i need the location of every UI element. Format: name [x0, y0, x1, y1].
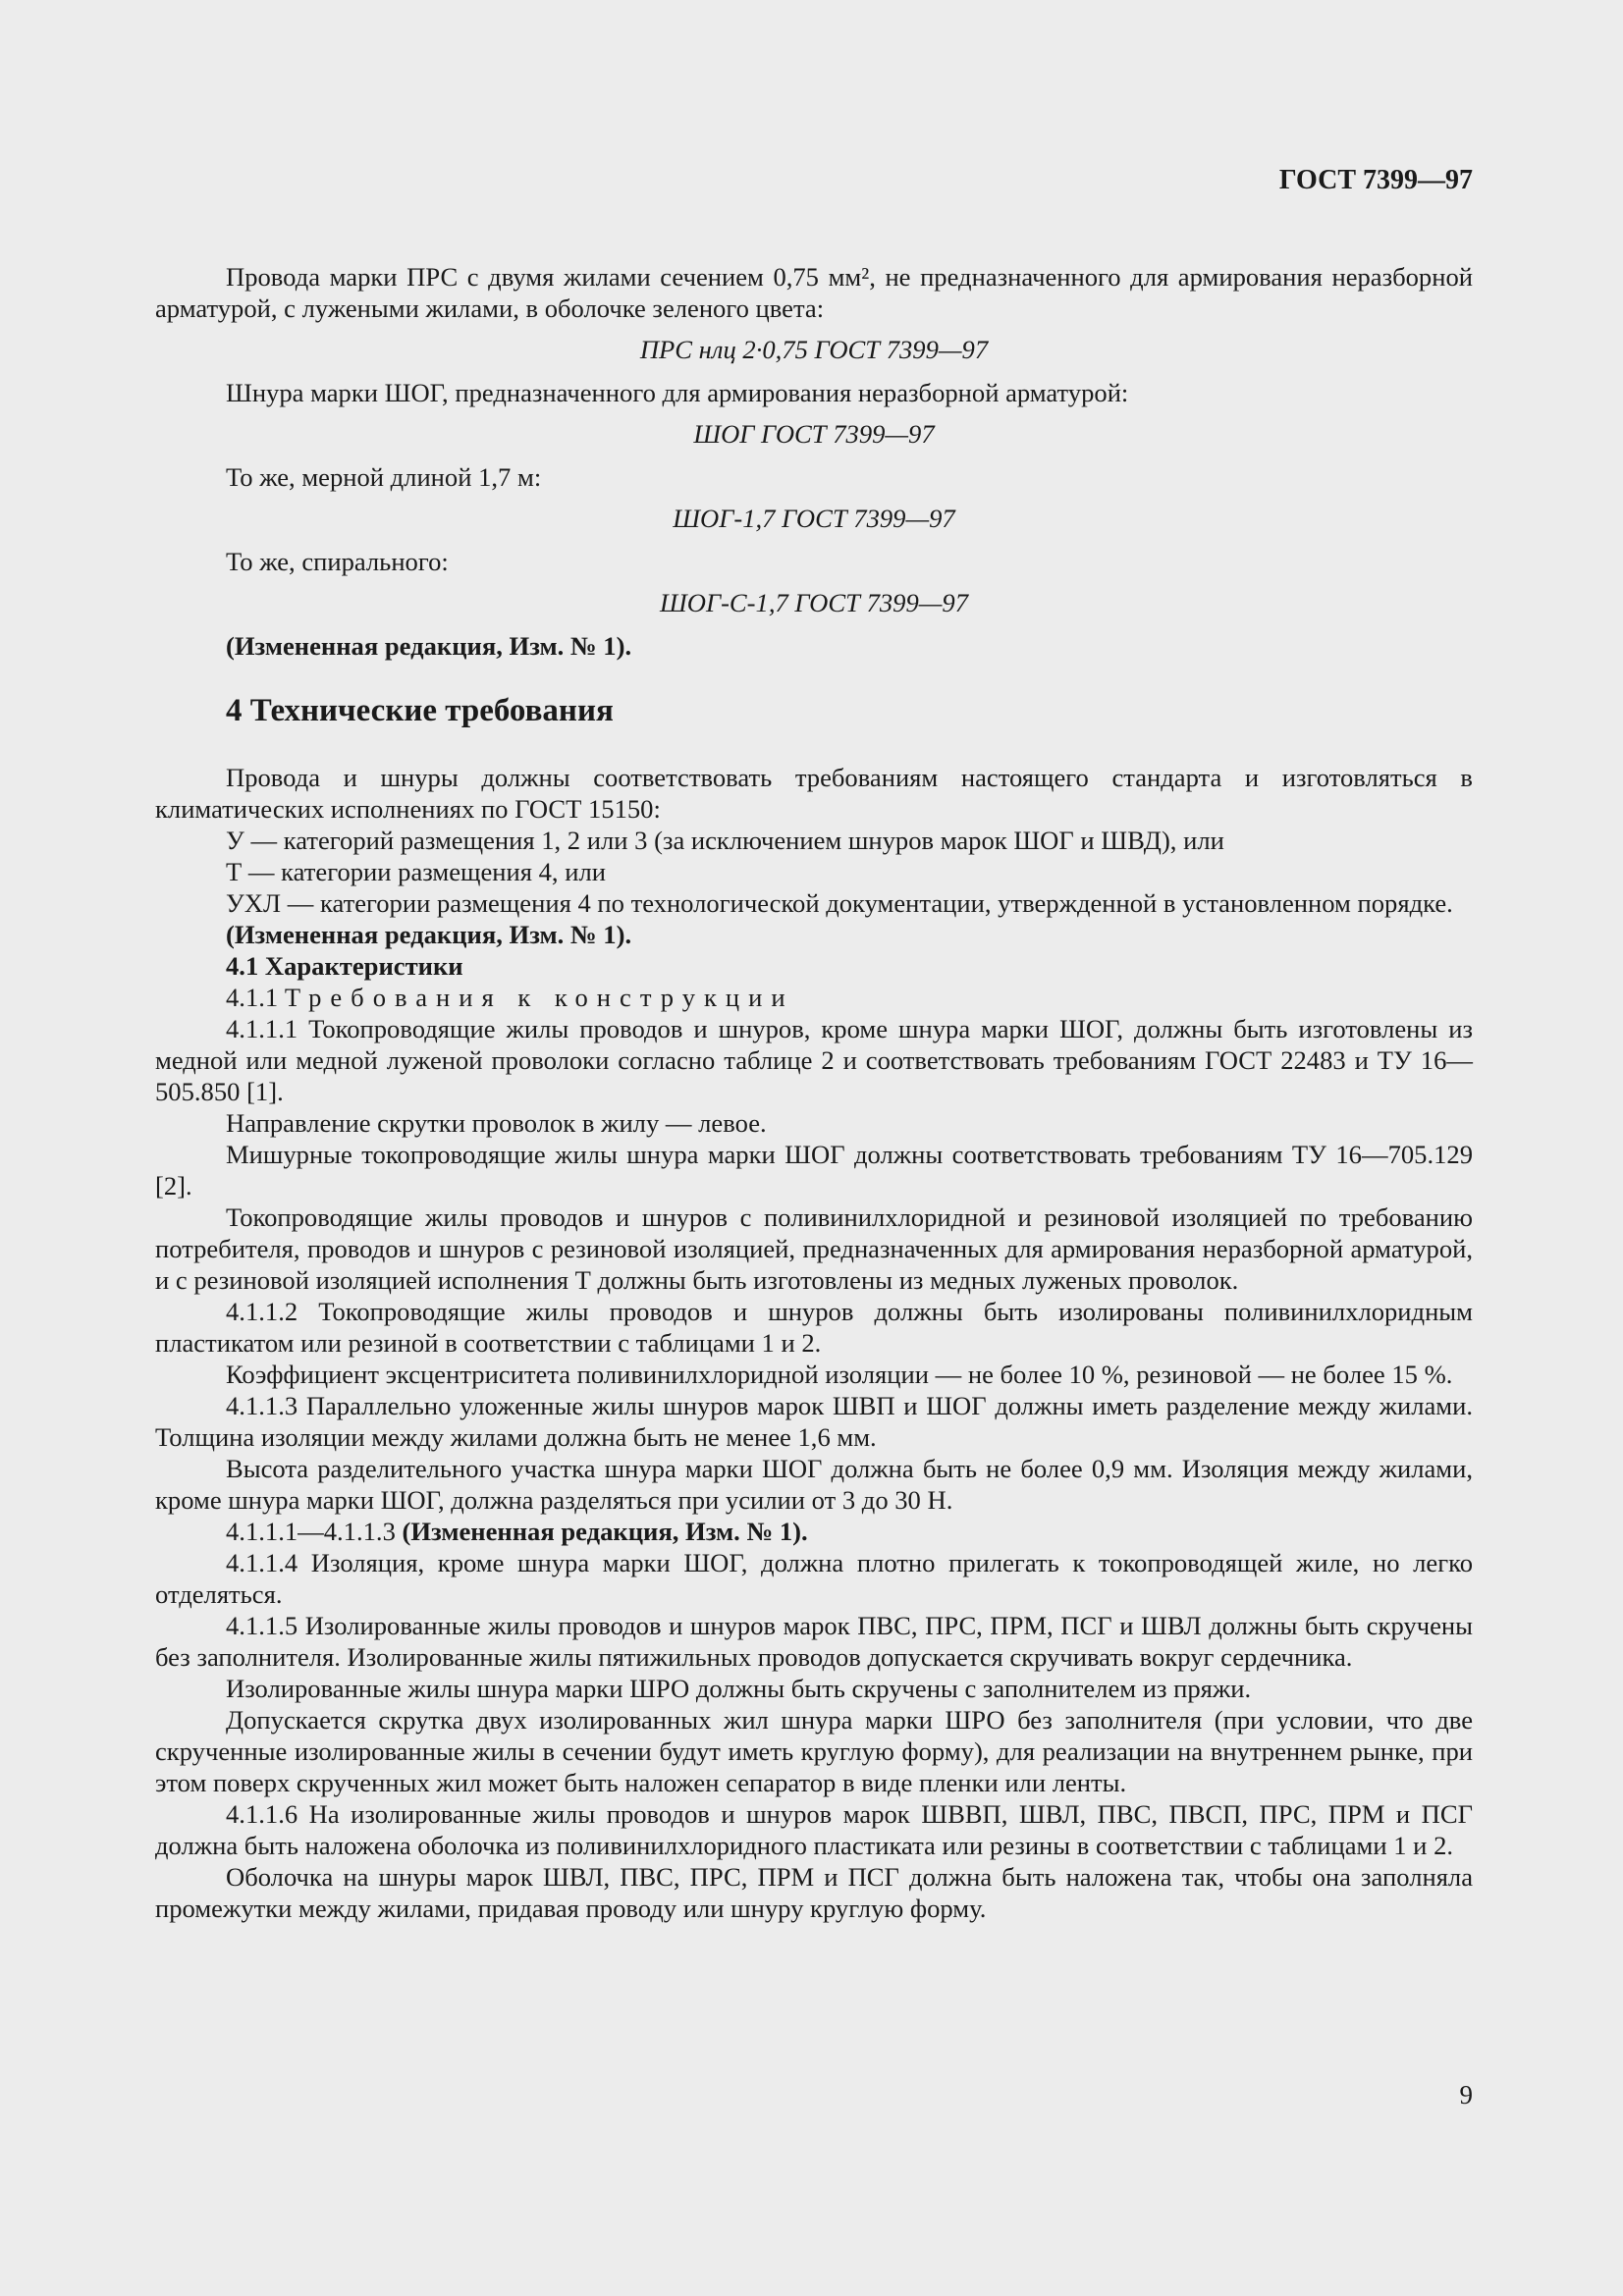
paragraph: У — категорий размещения 1, 2 или 3 (за исключением шнуров марок ШОГ и ШВД), или [226, 826, 1224, 855]
designation-example: ШОГ-С-1,7 ГОСТ 7399—97 [660, 588, 968, 617]
bold-paragraph: (Измененная редакция, Изм. № 1). [226, 631, 632, 661]
paragraph: Оболочка на шнуры марок ШВЛ, ПВС, ПРС, ПРМ и ПСГ должна быть наложена так, чтобы она заполняла промежутки между жилами, придавая проводу или шнуру круглую форму. [155, 1862, 1473, 1923]
clause-range: 4.1.1.1—4.1.1.3 [226, 1517, 403, 1546]
amendment-note [155, 1516, 1473, 1547]
paragraph: Допускается скрутка двух изолированных жил шнура марки ШРО без заполнителя (при условии, что две скрученные изолированные жилы в сечении будут иметь круглую форму), для реализации на внутреннем рынке, при этом поверх скрученных жил может быть наложен сепаратор в виде пленки или ленты. [155, 1705, 1473, 1797]
paragraph: Шнура марки ШОГ, предназначенного для армирования неразборной арматурой: [226, 378, 1129, 407]
subsection-title-text: Требования к конструкции [284, 983, 794, 1012]
paragraph: То же, спирального: [226, 547, 449, 576]
document-header: ГОСТ 7399—97 [1278, 165, 1473, 195]
designation-example: ПРС нлц 2·0,75 ГОСТ 7399—97 [639, 335, 989, 364]
paragraph: 4.1.1.6 На изолированные жилы проводов и шнуров марок ШВВП, ШВЛ, ПВС, ПВСП, ПРС, ПРМ и ПСГ должна быть наложена оболочка из поливинилхлоридного пластиката или резины в соответствии с таблицами 1 и 2. [155, 1799, 1473, 1860]
paragraph: Провода и шнуры должны соответствовать требованиям настоящего стандарта и изготовляться в климатических исполнениях по ГОСТ 15150: [155, 763, 1473, 824]
bold-paragraph: (Измененная редакция, Изм. № 1). [226, 920, 632, 949]
paragraph: Токопроводящие жилы проводов и шнуров с поливинилхлоридной и резиновой изоляцией по требованию потребителя, проводов и шнуров с резиновой изоляцией, предназначенных для армирования неразборной арматурой, и с резиновой изоляцией исполнения Т должны быть изготовлены из медных луженых проволок. [155, 1202, 1473, 1295]
paragraph: 4.1.1.3 Параллельно уложенные жилы шнуров марок ШВП и ШОГ должны иметь разделение между жилами. Толщина изоляции между жилами должна быть не менее 1,6 мм. [155, 1391, 1473, 1452]
paragraph: Мишурные токопроводящие жилы шнура марки ШОГ должны соответствовать требованиям ТУ 16—705.129 [2]. [155, 1140, 1473, 1201]
designation-example: ШОГ ГОСТ 7399—97 [693, 419, 935, 449]
paragraph: Направление скрутки проволок в жилу — левое. [226, 1108, 767, 1138]
paragraph: УХЛ — категории размещения 4 по технологической документации, утвержденной в установленном порядке. [226, 888, 1453, 918]
subsection-title [155, 982, 1473, 1013]
section-heading: 4 Технические требования [226, 693, 614, 728]
paragraph: 4.1.1.4 Изоляция, кроме шнура марки ШОГ, должна плотно прилегать к токопроводящей жиле, но легко отделяться. [155, 1548, 1473, 1609]
paragraph: Изолированные жилы шнура марки ШРО должны быть скручены с заполнителем из пряжи. [226, 1674, 1252, 1703]
paragraph: 4.1.1.2 Токопроводящие жилы проводов и шнуров должны быть изолированы поливинилхлоридным пластикатом или резиной в соответствии с таблицами 1 и 2. [155, 1297, 1473, 1358]
document-body [155, 261, 1473, 1924]
paragraph: Коэффициент эксцентриситета поливинилхлоридной изоляции — не более 10 %, резиновой — не более 15 %. [226, 1360, 1453, 1389]
paragraph: 4.1.1.1 Токопроводящие жилы проводов и шнуров, кроме шнура марки ШОГ, должны быть изготовлены из медной или медной луженой проволоки согласно таблице 2 и соответствовать требованиям ГОСТ 22483 и ТУ 16—505.850 [1]. [155, 1014, 1473, 1106]
designation-example: ШОГ-1,7 ГОСТ 7399—97 [673, 504, 955, 533]
subsection-number: 4.1.1 [226, 983, 285, 1012]
paragraph: Т — категории размещения 4, или [226, 857, 606, 886]
paragraph: Высота разделительного участка шнура марки ШОГ должна быть не более 0,9 мм. Изоляция между жилами, кроме шнура марки ШОГ, должна разделяться при усилии от 3 до 30 Н. [155, 1454, 1473, 1515]
page-number: 9 [1459, 2080, 1473, 2109]
paragraph: 4.1.1.5 Изолированные жилы проводов и шнуров марок ПВС, ПРС, ПРМ, ПСГ и ШВЛ должны быть скручены без заполнителя. Изолированные жилы пятижильных проводов допускается скручивать вокруг сердечника. [155, 1611, 1473, 1672]
bold-paragraph: 4.1 Характеристики [226, 951, 463, 981]
paragraph: То же, мерной длиной 1,7 м: [226, 462, 542, 492]
amendment-text: (Измененная редакция, Изм. № 1). [402, 1517, 808, 1546]
paragraph: Провода марки ПРС с двумя жилами сечением 0,75 мм², не предназначенного для армирования неразборной арматурой, с лужеными жилами, в оболочке зеленого цвета: [155, 262, 1473, 323]
